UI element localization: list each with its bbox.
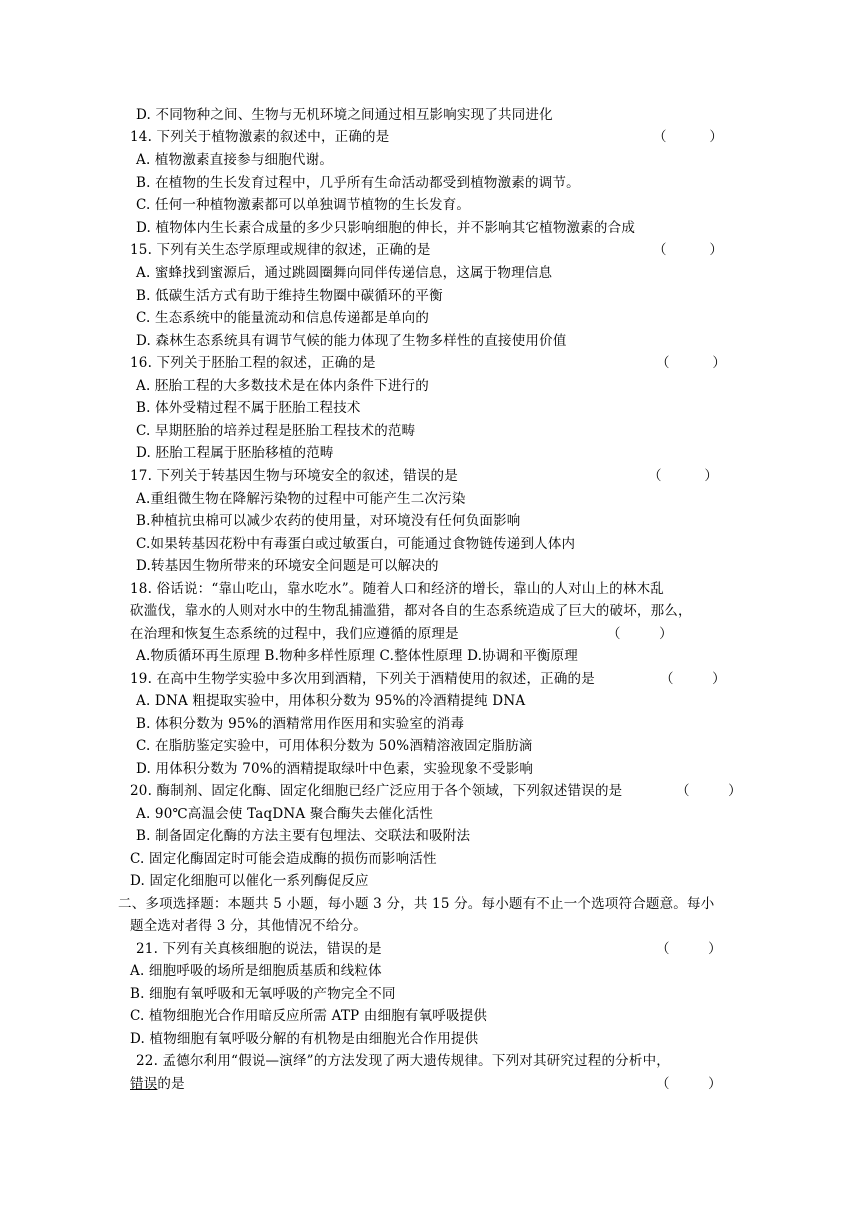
q16-option-c: C. 早期胚胎的培养过程是胚胎工程技术的范畴 [136,423,416,439]
q15-option-a: A. 蜜蜂找到蜜源后，通过跳圆圈舞向同伴传递信息，这属于物理信息 [136,265,553,281]
q20-option-b: B. 制备固定化酶的方法主要有包埋法、交联法和吸附法 [136,828,471,844]
section-2-heading-line2: 题全选对者得 3 分，其他情况不给分。 [130,918,367,934]
q19-answer-bracket: （ ） [660,671,726,687]
q14-stem: 14. 下列关于植物激素的叙述中，正确的是 [130,129,390,145]
q22-stem-line1: 22. 孟德尔利用“假说—演绎”的方法发现了两大遗传规律。下列对其研究过程的分析中， [136,1053,670,1069]
q16-answer-bracket: （ ） [656,355,726,371]
q15-option-c: C. 生态系统中的能量流动和信息传递都是单向的 [136,310,430,326]
q15-option-d: D. 森林生态系统具有调节气候的能力体现了生物多样性的直接使用价值 [136,333,567,349]
q21-stem: 21. 下列有关真核细胞的说法，错误的是 [136,941,382,957]
q20-answer-bracket: （ ） [676,783,742,799]
q22-stem-line2 [130,1075,185,1093]
q21-option-b: B. 细胞有氧呼吸和无氧呼吸的产物完全不同 [130,986,396,1002]
q19-option-d: D. 用体积分数为 70%的酒精提取绿叶中色素，实验现象不受影响 [136,761,534,777]
q20-option-a: A. 90℃高温会使 TaqDNA 聚合酶失去催化活性 [136,806,434,822]
q15-stem: 15. 下列有关生态学原理或规律的叙述，正确的是 [130,242,431,258]
q17-option-a: A.重组微生物在降解污染物的过程中可能产生二次污染 [136,491,466,507]
q21-answer-bracket: （ ） [656,941,722,957]
q21-option-c: C. 植物细胞光合作用暗反应所需 ATP 由细胞有氧呼吸提供 [130,1008,488,1024]
q21-option-d: D. 植物细胞有氧呼吸分解的有机物是由细胞光合作用提供 [130,1031,479,1047]
q17-answer-bracket: （ ） [648,468,718,484]
q18-options: A.物质循环再生原理 B.物种多样性原理 C.整体性原理 D.协调和平衡原理 [136,648,578,664]
q17-option-d: D.转基因生物所带来的环境安全问题是可以解决的 [136,558,439,574]
q19-option-a: A. DNA 粗提取实验中，用体积分数为 95%的冷酒精提纯 DNA [136,693,526,709]
q21-option-a: A. 细胞呼吸的场所是细胞质基质和线粒体 [130,963,382,979]
q16-option-b: B. 体外受精过程不属于胚胎工程技术 [136,400,361,416]
q19-option-c: C. 在脂肪鉴定实验中，可用体积分数为 50%酒精溶液固定脂肪滴 [136,738,533,754]
q18-stem-line1: 18. 俗话说：“靠山吃山，靠水吃水”。随着人口和经济的增长，靠山的人对山上的林木乱 [130,581,664,597]
q15-answer-bracket: （ ） [653,242,723,258]
q18-stem-line3: 在治理和恢复生态系统的过程中，我们应遵循的原理是 [130,626,459,642]
q13-option-d: D. 不同物种之间、生物与无机环境之间通过相互影响实现了共同进化 [136,107,553,123]
q20-stem: 20. 酶制剂、固定化酶、固定化细胞已经广泛应用于各个领域，下列叙述错误的是 [130,783,623,799]
q14-option-c: C. 任何一种植物激素都可以单独调节植物的生长发育。 [136,197,471,213]
q16-option-d: D. 胚胎工程属于胚胎移植的范畴 [136,445,334,461]
q15-option-b: B. 低碳生活方式有助于维持生物圈中碳循环的平衡 [136,288,443,304]
q14-answer-bracket: （ ） [653,129,723,145]
q20-option-c: C. 固定化酶固定时可能会造成酶的损伤而影响活性 [130,851,437,867]
q16-stem: 16. 下列关于胚胎工程的叙述，正确的是 [130,355,376,371]
q18-answer-bracket: （ ） [607,626,673,642]
q22-underlined-word: 错误 [130,1076,158,1092]
q22-answer-bracket: （ ） [656,1076,722,1092]
q17-option-b: B.种植抗虫棉可以减少农药的使用量，对环境没有任何负面影响 [136,513,521,529]
q17-option-c: C.如果转基因花粉中有毒蛋白或过敏蛋白，可能通过食物链传递到人体内 [136,536,576,552]
q19-stem: 19. 在高中生物学实验中多次用到酒精，下列关于酒精使用的叙述，正确的是 [130,671,595,687]
q18-stem-line2: 砍滥伐，靠水的人则对水中的生物乱捕滥猎，都对各自的生态系统造成了巨大的破坏，那么， [130,603,692,619]
q16-option-a: A. 胚胎工程的大多数技术是在体内条件下进行的 [136,378,429,394]
q19-option-b: B. 体积分数为 95%的酒精常用作医用和实验室的消毒 [136,716,465,732]
q20-option-d: D. 固定化细胞可以催化一系列酶促反应 [130,873,369,889]
q22-stem-line2-rest: 的是 [157,1076,185,1092]
q14-option-b: B. 在植物的生长发育过程中，几乎所有生命活动都受到植物激素的调节。 [136,175,580,191]
q14-option-a: A. 植物激素直接参与细胞代谢。 [136,152,334,168]
section-2-heading-line1: 二、多项选择题：本题共 5 小题，每小题 3 分，共 15 分。每小题有不止一个选项符合题意。每小 [118,896,715,912]
q14-option-d: D. 植物体内生长素合成量的多少只影响细胞的伸长，并不影响其它植物激素的合成 [136,220,636,236]
q17-stem: 17. 下列关于转基因生物与环境安全的叙述，错误的是 [130,468,458,484]
